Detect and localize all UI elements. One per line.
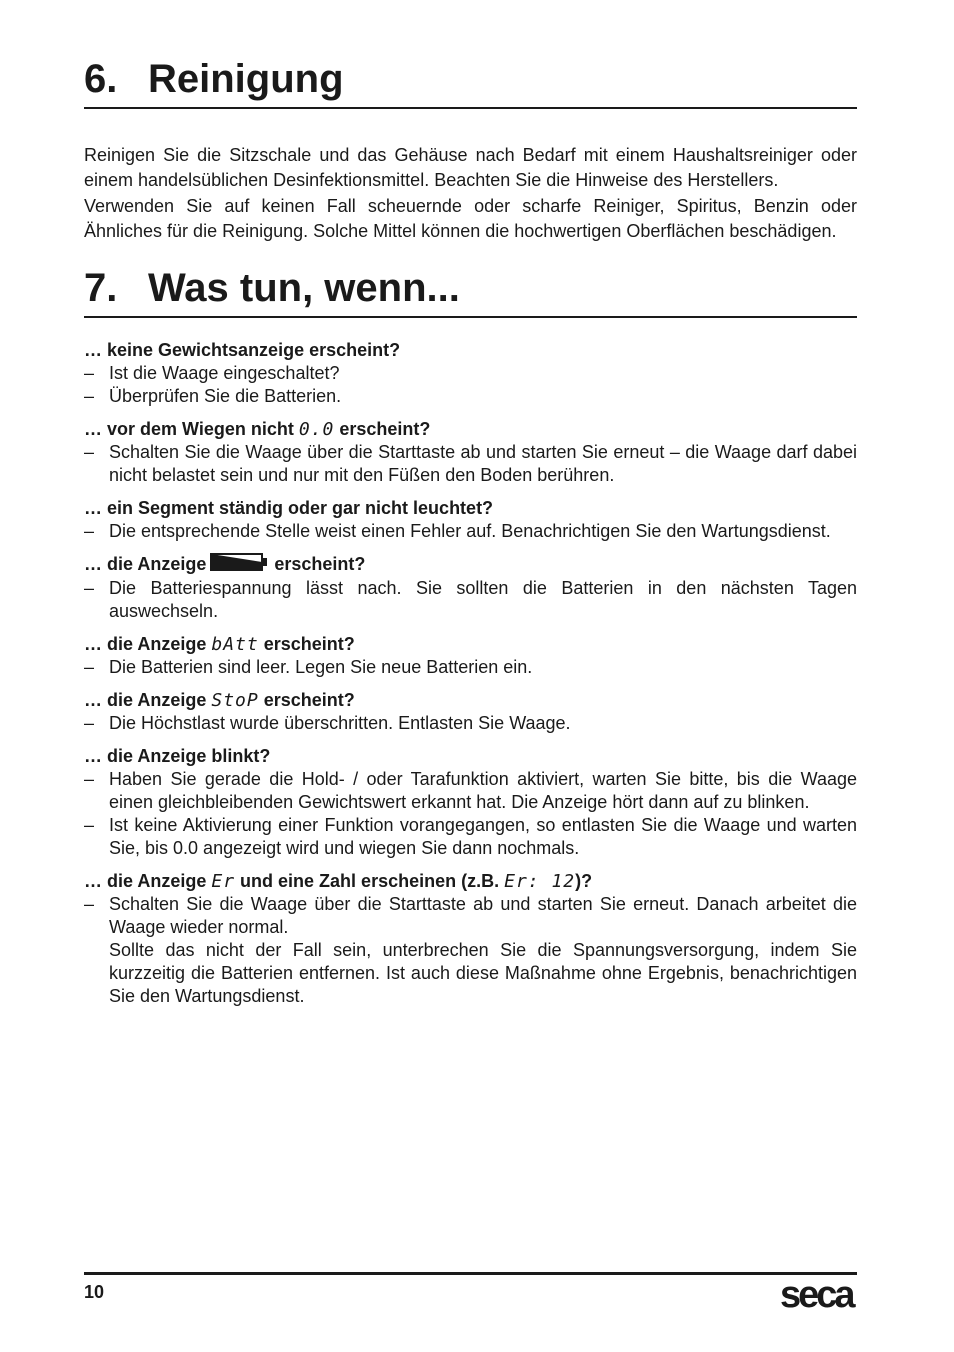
faq-item — [84, 745, 857, 860]
faq-question: … die Anzeige StoP erscheint? — [84, 690, 355, 712]
paragraph: Verwenden Sie auf keinen Fall scheuernde oder scharfe Reiniger, Spiritus, Benzin oder Ähnliches für die Reinigung. Solche Mittel können die hochwertigen Oberflächen beschädigen. — [84, 196, 857, 241]
faq-answer: – Schalten Sie die Waage über die Starttaste ab und starten Sie erneut – die Waage darf dabei nicht belastet sein und nur mit den Füßen den Boden berühren. — [84, 442, 857, 485]
faq-item — [84, 689, 857, 735]
faq-question: … vor dem Wiegen nicht 0.0 erscheint? — [84, 419, 431, 440]
faq-question: … die Anzeige bAtt erscheint? — [84, 634, 355, 656]
faq-answer: – Die entsprechende Stelle weist einen Fehler auf. Benachrichtigen Sie den Wartungsdienst. — [84, 521, 831, 541]
page-number: 10 — [84, 1282, 105, 1302]
section-title: Was tun, wenn... — [148, 266, 460, 310]
lcd-display-text: StoP — [211, 690, 259, 712]
lcd-display-text: Er — [211, 871, 236, 893]
faq-question: … die Anzeige Er und eine Zahl erscheinen (z.B. Er: 12)? — [84, 871, 593, 893]
faq-question: … ein Segment ständig oder gar nicht leuchtet? — [84, 498, 494, 518]
faq-question: … keine Gewichtsanzeige erscheint? — [84, 340, 401, 360]
faq-question: … die Anzeige blinkt? — [84, 746, 271, 767]
faq-answer: – Ist die Waage eingeschaltet? — [84, 363, 340, 383]
faq-item — [84, 418, 857, 487]
footer-rule — [84, 1272, 857, 1275]
faq-answer: – Ist keine Aktivierung einer Funktion vorangegangen, so entlasten Sie die Waage und warten Sie, bis 0.0 angezeigt wird und wiegen Sie dann nochmals. — [84, 815, 857, 859]
faq-answer-continuation: Sollte das nicht der Fall sein, unterbrechen Sie die Spannungsversorgung, indem Sie kurzzeitig die Batterien entfernen. Ist auch diese Maßnahme ohne Ergebnis, benachrichtigen Sie den Wartungsdienst. — [109, 940, 857, 1007]
faq-item — [84, 633, 857, 679]
faq-answer: – Überprüfen Sie die Batterien. — [84, 386, 342, 406]
lcd-display-text: Er: 12 — [504, 871, 576, 893]
paragraph: Reinigen Sie die Sitzschale und das Gehäuse nach Bedarf mit einem Haushaltsreiniger oder einem handelsüblichen Desinfektionsmittel. Beachten Sie die Hinweise des Herstellers. — [84, 145, 857, 190]
faq-answer: – Die Batteriespannung lässt nach. Sie sollten die Batterien in den nächsten Tagen auswechseln. — [84, 578, 857, 622]
section-heading-was-tun — [84, 264, 857, 318]
low-battery-icon — [210, 553, 268, 577]
faq-answer: – Schalten Sie die Waage über die Starttaste ab und starten Sie erneut. Danach arbeitet die Waage wieder normal. — [84, 894, 857, 938]
section-heading-reinigung — [84, 55, 857, 109]
section-number: 7. — [84, 266, 118, 310]
faq-answer: – Die Batterien sind leer. Legen Sie neue Batterien ein. — [84, 657, 533, 678]
cleaning-text — [84, 143, 857, 244]
lcd-display-text: 0.0 — [298, 419, 335, 440]
faq-item — [84, 339, 857, 408]
faq-item — [84, 553, 857, 623]
section-number: 6. — [84, 57, 118, 101]
seca-logo: seca — [780, 1274, 853, 1316]
lcd-display-text: bAtt — [211, 634, 259, 656]
troubleshooting-list — [84, 339, 857, 1018]
faq-question: … die Anzeige erscheint? — [84, 553, 857, 577]
faq-answer: – Haben Sie gerade die Hold- / oder Tarafunktion aktiviert, warten Sie bitte, bis die Waage einen gleichbleibenden Gewichtswert erkannt hat. Die Anzeige hört dann auf zu blinken. — [84, 769, 857, 813]
faq-item — [84, 870, 857, 1008]
section-title: Reinigung — [148, 57, 344, 101]
faq-answer: – Die Höchstlast wurde überschritten. Entlasten Sie Waage. — [84, 713, 571, 734]
faq-item — [84, 497, 857, 543]
